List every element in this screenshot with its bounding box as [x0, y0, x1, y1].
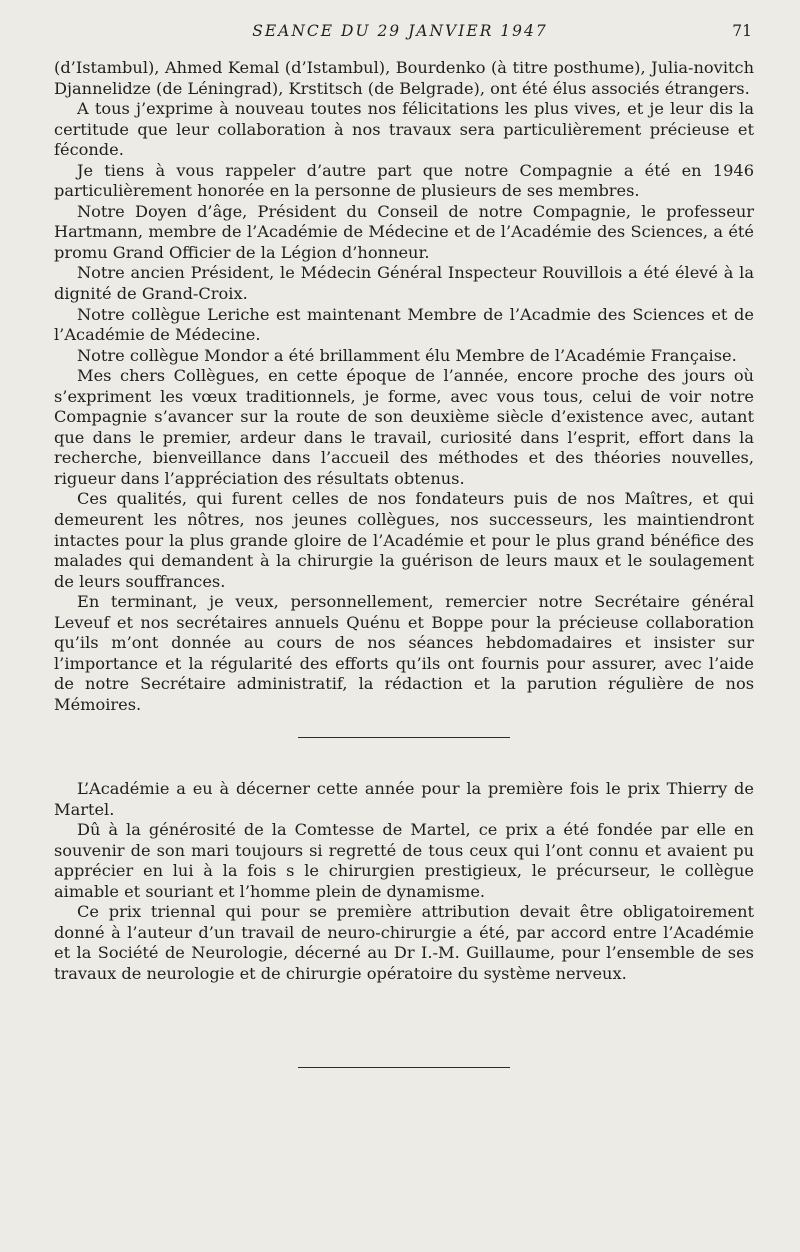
- paragraph: L’Académie a eu à décerner cette année pour la première fois le prix Thierry de Martel.: [54, 779, 754, 819]
- speech-section: [54, 58, 754, 716]
- paragraph: (d’Istambul), Ahmed Kemal (d’Istambul), Bourdenko (à titre posthume), Julia-novitch Djannelidze (de Léningrad), Krstitsch (de Belgrade), ont été élus associés étrangers.: [54, 58, 754, 98]
- paragraph: En terminant, je veux, personnellement, remercier notre Secrétaire général Leveuf et nos secrétaires annuels Quénu et Boppe pour la précieuse collaboration qu’ils m’ont donnée au cours de nos séances hebdomadaires et insister sur l’importance et la régularité des efforts qu’ils ont fournis pour assurer, avec l’aide de notre Secrétaire administratif, la rédaction et la parution régulière de nos Mémoires.: [54, 592, 754, 714]
- paragraph: Notre collègue Mondor a été brillamment élu Membre de l’Académie Française.: [77, 345, 737, 365]
- paragraph: Notre Doyen d’âge, Président du Conseil de notre Compagnie, le professeur Hartmann, membre de l’Académie de Médecine et de l’Académie des Sciences, a été promu Grand Officier de la Légion d’honneur.: [54, 201, 754, 262]
- paragraph: Notre ancien Président, le Médecin Général Inspecteur Rouvillois a été élevé à la dignité de Grand-Croix.: [54, 263, 754, 304]
- paragraph: Dû à la générosité de la Comtesse de Martel, ce prix a été fondée par elle en souvenir de son mari toujours si regretté de tous ceux qui l’ont connu et avaient pu apprécier en lui à la fois s le chirurgien prestigieux, le précurseur, le collègue aimable et souriant et l’homme plein de dynamisme.: [54, 820, 754, 901]
- running-header-title: SEANCE DU 29 JANVIER 1947: [252, 22, 548, 40]
- section-divider: [298, 1067, 510, 1068]
- section-divider: [298, 737, 510, 738]
- prize-section: [54, 779, 754, 984]
- paragraph: Ces qualités, qui furent celles de nos fondateurs puis de nos Maîtres, et qui demeurent les nôtres, nos jeunes collègues, nos successeurs, les maintiendront intactes pour la plus grande gloire de l’Académie et pour le plus grand bénéfice des malades qui demandent à la chirurgie la guérison de leurs maux et le soulagement de leurs souffrances.: [54, 489, 754, 591]
- paragraph: Mes chers Collègues, en cette époque de l’année, encore proche des jours où s’expriment les vœux traditionnels, je forme, avec vous tous, celui de voir notre Compagnie s’avancer sur la route de son deuxième siècle d’existence avec, autant que dans le premier, ardeur dans le travail, curiosité dans l’esprit, effort dans la recherche, bienveillance dans l’accueil des méthodes et des théories nouvelles, rigueur dans l’appréciation des résultats obtenus.: [54, 366, 754, 488]
- running-header: [0, 22, 800, 46]
- paragraph: Notre collègue Leriche est maintenant Membre de l’Acadmie des Sciences et de l’Académie de Médecine.: [54, 304, 754, 345]
- page-number: 71: [732, 22, 752, 40]
- paragraph: Ce prix triennal qui pour se première attribution devait être obligatoirement donné à l’auteur d’un travail de neuro-chirurgie a été, par accord entre l’Académie et la Société de Neurologie, décerné au Dr I.-M. Guillaume, pour l’ensemble de ses travaux de neurologie et de chirurgie opératoire du système nerveux.: [54, 902, 754, 983]
- paragraph: Je tiens à vous rappeler d’autre part que notre Compagnie a été en 1946 particulièrement honorée en la personne de plusieurs de ses membres.: [54, 160, 754, 201]
- paragraph: A tous j’exprime à nouveau toutes nos félicitations les plus vives, et je leur dis la certitude que leur collaboration à nos travaux sera particulièrement précieuse et féconde.: [54, 99, 754, 160]
